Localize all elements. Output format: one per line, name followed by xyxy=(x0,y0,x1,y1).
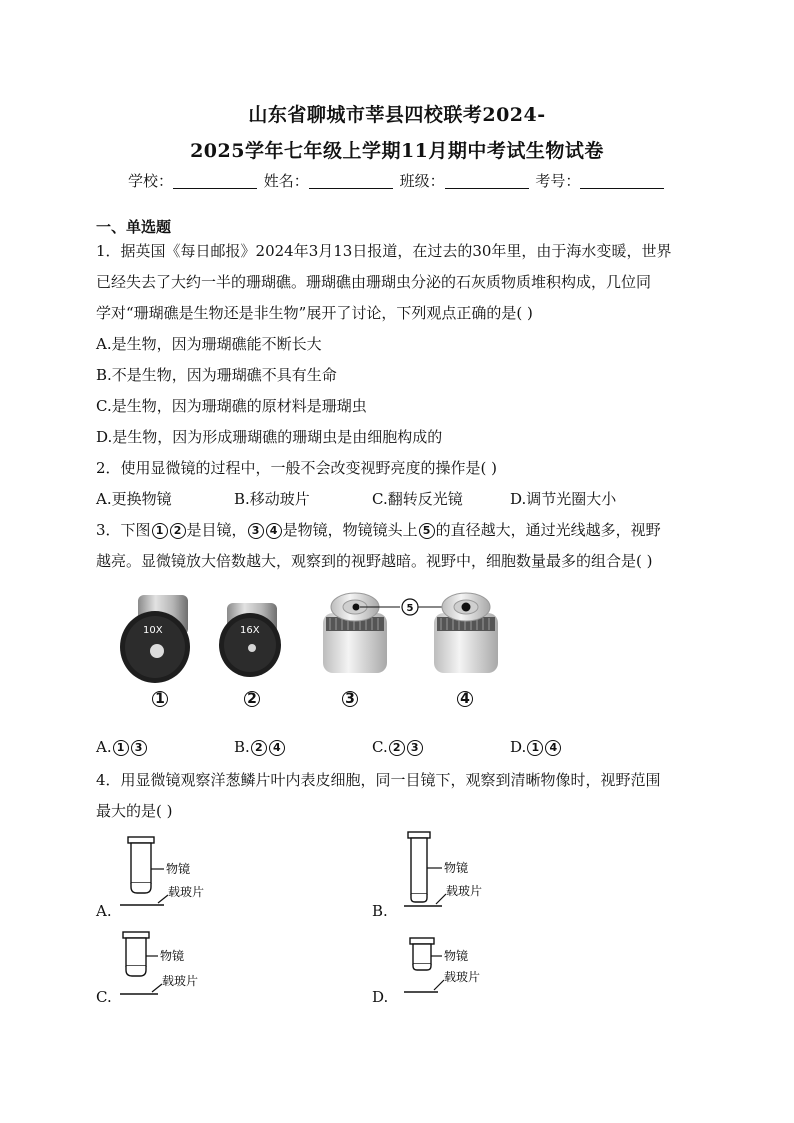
q3-stem-part1: 3．下图 xyxy=(96,521,151,539)
q2-option-d[interactable]: D.调节光圈大小 xyxy=(510,490,617,508)
q4-d-objective-label: 物镜 xyxy=(444,949,469,963)
q1-stem-line3: 学对“珊瑚礁是生物还是非生物”展开了讨论，下列观点正确的是( ) xyxy=(96,304,533,322)
q4-c-objective-label: 物镜 xyxy=(160,949,185,963)
q3-option-c-num1: 2 xyxy=(389,740,405,756)
q2-option-a[interactable]: A.更换物镜 xyxy=(96,490,172,508)
number-blank[interactable] xyxy=(580,174,664,189)
q4-option-d[interactable]: D. xyxy=(372,988,389,1006)
name-blank[interactable] xyxy=(309,174,393,189)
q4-a-slide-label: 载玻片 xyxy=(168,885,205,899)
q4-stem-line1: 4．用显微镜观察洋葱鳞片叶内表皮细胞，同一目镜下，观察到清晰物像时，视野范围 xyxy=(96,771,661,789)
caption-1: 1 xyxy=(152,691,168,707)
school-label: 学校： xyxy=(128,172,174,190)
class-blank[interactable] xyxy=(445,174,529,189)
q3-stem-line2: 越亮。显微镜放大倍数越大，观察到的视野越暗。视野中，细胞数量最多的组合是( ) xyxy=(96,552,653,570)
q1-option-a[interactable]: A.是生物，因为珊瑚礁能不断长大 xyxy=(96,335,322,353)
circled-2: 2 xyxy=(170,523,186,539)
q4-option-b[interactable]: B. xyxy=(372,902,388,920)
student-info-row xyxy=(128,170,666,191)
q3-option-d-num2: 4 xyxy=(545,740,561,756)
q4-stem-line2: 最大的是( ) xyxy=(96,802,173,820)
q1-stem-line1: 1．据英国《每日邮报》2024年3月13日报道，在过去的30年里，由于海水变暖，世界 xyxy=(96,242,672,260)
q3-option-d-num1: 1 xyxy=(527,740,543,756)
section-title: 一、单选题 xyxy=(96,218,172,236)
q3-option-a-prefix: A. xyxy=(96,738,112,756)
q3-stem-part4: 的直径越大，通过光线越多，视野 xyxy=(435,521,661,539)
q3-option-c[interactable] xyxy=(372,738,424,756)
q3-option-b[interactable] xyxy=(234,738,286,756)
q3-option-a[interactable] xyxy=(96,738,148,756)
eyepiece-1-mag-label: 10X xyxy=(143,625,163,636)
name-label: 姓名： xyxy=(263,172,309,190)
q1-option-b[interactable]: B.不是生物，因为珊瑚礁不具有生命 xyxy=(96,366,337,384)
circled-1: 1 xyxy=(152,523,168,539)
eyepiece-1-image xyxy=(120,595,190,683)
q2-option-c[interactable]: C.翻转反光镜 xyxy=(372,490,463,508)
class-label: 班级： xyxy=(399,172,445,190)
q3-stem-line1 xyxy=(96,519,661,540)
q2-option-b[interactable]: B.移动玻片 xyxy=(234,490,310,508)
q4-diagram-a xyxy=(118,833,228,913)
q4-option-a[interactable]: A. xyxy=(96,902,112,920)
q4-a-objective-label: 物镜 xyxy=(166,862,191,876)
circled-4: 4 xyxy=(266,523,282,539)
q3-option-d[interactable] xyxy=(510,738,562,756)
circled-3: 3 xyxy=(248,523,264,539)
number-label: 考号： xyxy=(535,172,581,190)
exam-title-line2: 2025学年七年级上学期11月期中考试生物试卷 xyxy=(190,140,604,162)
q4-diagram-c xyxy=(118,928,228,1003)
q3-stem-part2: 是目镜， xyxy=(186,521,247,539)
q4-b-objective-label: 物镜 xyxy=(444,861,469,875)
exam-title-line1: 山东省聊城市莘县四校联考2024- xyxy=(248,104,546,126)
label-5: 5 xyxy=(406,603,414,614)
q1-stem-line2: 已经失去了大约一半的珊瑚礁。珊瑚礁由珊瑚虫分泌的石灰质物质堆积构成，几位同 xyxy=(96,273,652,291)
q3-option-c-num2: 3 xyxy=(407,740,423,756)
caption-4: 4 xyxy=(457,691,473,707)
eyepiece-2-image xyxy=(219,603,281,677)
objective-4-image xyxy=(434,593,498,673)
q3-option-c-prefix: C. xyxy=(372,738,388,756)
q4-option-c[interactable]: C. xyxy=(96,988,112,1006)
q4-c-slide-label: 载玻片 xyxy=(162,974,199,988)
q1-option-d[interactable]: D.是生物，因为形成珊瑚礁的珊瑚虫是由细胞构成的 xyxy=(96,428,443,446)
school-blank[interactable] xyxy=(173,174,257,189)
caption-3: 3 xyxy=(342,691,358,707)
q3-option-b-num2: 4 xyxy=(269,740,285,756)
q4-diagram-b xyxy=(398,828,508,914)
q3-option-b-num1: 2 xyxy=(251,740,267,756)
q3-option-a-num2: 3 xyxy=(131,740,147,756)
q3-option-b-prefix: B. xyxy=(234,738,250,756)
q1-option-c[interactable]: C.是生物，因为珊瑚礁的原材料是珊瑚虫 xyxy=(96,397,367,415)
q3-option-d-prefix: D. xyxy=(510,738,527,756)
q3-option-a-num1: 1 xyxy=(113,740,129,756)
q4-b-slide-label: 载玻片 xyxy=(446,884,483,898)
q4-d-slide-label: 载玻片 xyxy=(444,970,481,984)
eyepiece-2-mag-label: 16X xyxy=(240,625,260,636)
circled-5: 5 xyxy=(419,523,435,539)
q2-stem: 2．使用显微镜的过程中，一般不会改变视野亮度的操作是( ) xyxy=(96,459,498,477)
caption-2: 2 xyxy=(244,691,260,707)
q4-diagram-d xyxy=(398,934,508,1000)
q3-stem-part3: 是物镜，物镜镜头上 xyxy=(282,521,418,539)
microscope-lens-figure xyxy=(100,585,520,685)
